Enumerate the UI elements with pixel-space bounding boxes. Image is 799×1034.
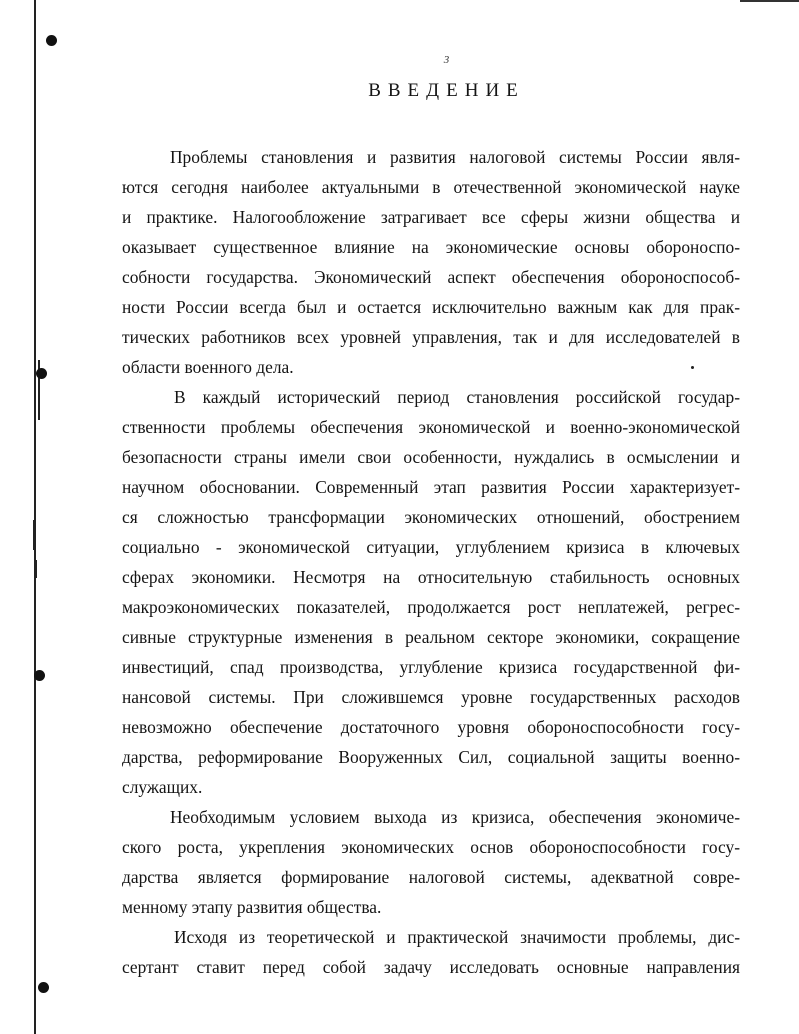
text-line: ются сегодня наиболее актуальными в отечественной экономической науке (122, 177, 740, 197)
text-line: ственности проблемы обеспечения экономической и военно-экономической (122, 417, 740, 437)
punch-hole (34, 670, 45, 681)
text-line: служащих. (122, 777, 203, 797)
binding-line-mark (33, 520, 35, 550)
text-line: тических работников всех уровней управления, так и для исследователей в (122, 327, 740, 347)
text-line: Проблемы становления и развития налоговой системы России явля- (170, 147, 740, 167)
text-line: социально - экономической ситуации, углублением кризиса в ключевых (122, 537, 740, 557)
page-title: ВВЕДЕНИЕ (368, 80, 525, 101)
page-number: 3 (443, 54, 450, 66)
text-line: безопасности страны имели свои особенности, нуждались в осмыслении и (122, 447, 740, 467)
punch-hole (38, 982, 49, 993)
text-line: невозможно обеспечение достаточного уровня обороноспособности госу- (122, 717, 740, 737)
text-line: нансовой системы. При сложившемся уровне государственных расходов (122, 687, 740, 707)
punch-hole (46, 35, 57, 46)
text-line: оказывает существенное влияние на экономические основы обороноспо- (122, 237, 740, 257)
text-line: сферах экономики. Несмотря на относительную стабильность основных (122, 567, 740, 587)
text-line: собности государства. Экономический аспект обеспечения обороноспособ- (122, 267, 740, 287)
text-line: сертант ставит перед собой задачу исследовать основные направления (122, 957, 740, 977)
text-line: менному этапу развития общества. (122, 897, 382, 917)
binding-line (34, 0, 36, 1034)
text-line: Необходимым условием выхода из кризиса, обеспечения экономиче- (170, 807, 740, 827)
text-line: ского роста, укрепления экономических основ обороноспособности госу- (122, 837, 740, 857)
text-line: научном обосновании. Современный этап развития России характеризует- (122, 477, 740, 497)
text-line: дарства, реформирование Вооруженных Сил, социальной защиты военно- (122, 747, 740, 767)
binding-line-mark (35, 560, 37, 578)
text-line: области военного дела. (122, 357, 294, 377)
punch-hole (36, 368, 47, 379)
text-line: дарства является формирование налоговой системы, адекватной совре- (122, 867, 740, 887)
text-line: и практике. Налогообложение затрагивает все сферы жизни общества и (122, 207, 740, 227)
text-line: Исходя из теоретической и практической значимости проблемы, дис- (174, 927, 740, 947)
text-line: сивные структурные изменения в реальном секторе экономики, сокращение (122, 627, 740, 647)
text-line: ся сложностью трансформации экономических отношений, обострением (122, 507, 740, 527)
scan-edge (740, 0, 799, 2)
text-line: В каждый исторический период становления российской государ- (174, 387, 740, 407)
text-line: инвестиций, спад производства, углубление кризиса государственной фи- (122, 657, 740, 677)
text-line: ности России всегда был и остается исключительно важным как для прак- (122, 297, 740, 317)
document-body (122, 142, 740, 982)
text-line: макроэкономических показателей, продолжается рост неплатежей, регрес- (122, 597, 740, 617)
